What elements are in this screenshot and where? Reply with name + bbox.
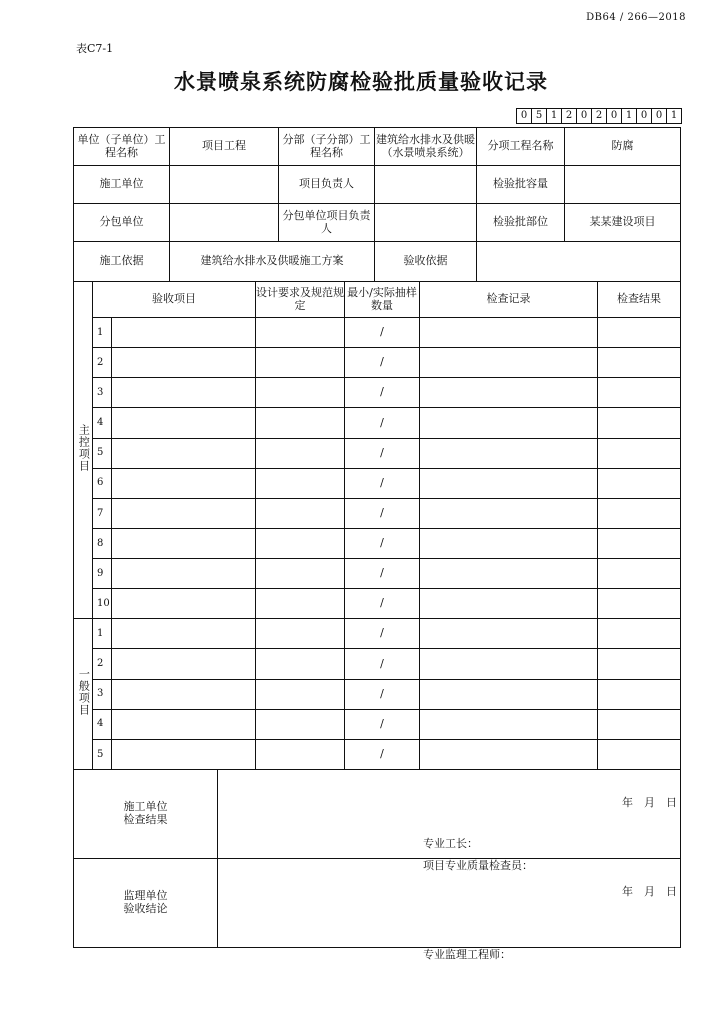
contractor-value[interactable] [170,166,279,204]
result-cell[interactable] [598,438,681,468]
item-cell[interactable] [112,559,256,589]
project-manager-value[interactable] [375,166,477,204]
unit-name-label: 单位（子单位）工程名称 [74,128,170,166]
table-row [74,739,681,769]
result-cell[interactable] [598,408,681,438]
design-cell[interactable] [256,378,345,408]
item-cell[interactable] [112,378,256,408]
construction-basis-label: 施工依据 [74,242,170,282]
record-cell[interactable] [420,709,598,739]
sample-cell[interactable]: / [345,739,420,769]
result-cell[interactable] [598,348,681,378]
design-cell[interactable] [256,348,345,378]
sample-cell[interactable]: / [345,528,420,558]
table-row [74,348,681,378]
sample-cell[interactable]: / [345,468,420,498]
sample-cell[interactable]: / [345,348,420,378]
design-cell[interactable] [256,468,345,498]
supervisor-label: 监理单位验收结论 [74,859,218,948]
result-cell[interactable] [598,559,681,589]
item-cell[interactable] [112,619,256,649]
item-cell[interactable] [112,498,256,528]
result-cell[interactable] [598,498,681,528]
result-cell[interactable] [598,468,681,498]
design-cell[interactable] [256,408,345,438]
batch-capacity-value[interactable] [565,166,681,204]
date-label-2: 年 月 日 [622,885,677,899]
col-header-sample: 最小/实际抽样数量 [345,282,420,318]
foreman-label: 专业工长： [423,837,478,850]
design-cell[interactable] [256,498,345,528]
code-digit-box: 0 [606,108,622,124]
code-digit-box: 1 [621,108,637,124]
row-number: 4 [93,408,112,438]
row-number: 6 [93,468,112,498]
item-cell[interactable] [112,318,256,348]
sample-cell[interactable]: / [345,559,420,589]
design-cell[interactable] [256,318,345,348]
supervisor-engineer-label: 专业监理工程师： [423,948,511,961]
table-row [74,438,681,468]
contractor-check-area[interactable] [218,770,681,872]
contractor-label: 施工单位 [74,166,170,204]
unit-name-value[interactable]: 项目工程 [170,128,279,166]
design-cell[interactable] [256,679,345,709]
record-cell[interactable] [420,589,598,619]
signoff-table [73,769,681,961]
result-cell[interactable] [598,318,681,348]
row-number: 3 [93,378,112,408]
row-number: 2 [93,649,112,679]
record-cell[interactable] [420,649,598,679]
record-cell[interactable] [420,318,598,348]
batch-part-label: 检验批部位 [477,204,565,242]
design-cell[interactable] [256,649,345,679]
design-cell[interactable] [256,438,345,468]
item-cell[interactable] [112,348,256,378]
sample-cell[interactable]: / [345,438,420,468]
table-row [74,528,681,558]
record-cell[interactable] [420,739,598,769]
design-cell[interactable] [256,559,345,589]
record-cell[interactable] [420,408,598,438]
sub-pm-value[interactable] [375,204,477,242]
item-cell[interactable] [112,438,256,468]
record-cell[interactable] [420,679,598,709]
result-cell[interactable] [598,619,681,649]
code-digit-box: 1 [666,108,682,124]
item-cell[interactable] [112,408,256,438]
table-row [74,589,681,619]
row-number: 4 [93,709,112,739]
result-cell[interactable] [598,709,681,739]
table-row [74,709,681,739]
contractor-check-label: 施工单位检查结果 [74,770,218,859]
sub-pm-label: 分包单位项目负责人 [279,204,375,242]
col-header-item: 验收项目 [93,282,256,318]
table-row [74,498,681,528]
result-cell[interactable] [598,589,681,619]
code-digit-box: 5 [531,108,547,124]
sample-cell[interactable]: / [345,619,420,649]
row-number: 9 [93,559,112,589]
record-cell[interactable] [420,378,598,408]
record-cell[interactable] [420,528,598,558]
record-cell[interactable] [420,559,598,589]
result-cell[interactable] [598,739,681,769]
item-cell[interactable] [112,528,256,558]
result-cell[interactable] [598,378,681,408]
code-digit-box: 0 [516,108,532,124]
sample-cell[interactable]: / [345,408,420,438]
code-digit-box: 0 [651,108,667,124]
qc-inspector-label: 项目专业质量检查员： [423,859,533,872]
record-cell[interactable] [420,619,598,649]
result-cell[interactable] [598,528,681,558]
sample-cell[interactable]: / [345,378,420,408]
item-cell[interactable] [112,468,256,498]
subcontractor-label: 分包单位 [74,204,170,242]
construction-basis-value[interactable]: 建筑给水排水及供暖施工方案 [170,242,375,282]
item-cell[interactable] [112,709,256,739]
subitem-name-label: 分项工程名称 [477,128,565,166]
design-cell[interactable] [256,528,345,558]
row-number: 2 [93,348,112,378]
batch-code [517,108,682,124]
code-digit-box: 0 [636,108,652,124]
col-header-result: 检查结果 [598,282,681,318]
page-title: 水景喷泉系统防腐检验批质量验收记录 [174,70,548,94]
record-cell[interactable] [420,348,598,378]
acceptance-basis-label: 验收依据 [375,242,477,282]
date-label: 年 月 日 [622,796,677,810]
table-row [74,619,681,649]
col-header-record: 检查记录 [420,282,598,318]
result-cell[interactable] [598,649,681,679]
sample-cell[interactable]: / [345,589,420,619]
table-row [74,649,681,679]
table-row [74,318,681,348]
project-manager-label: 项目负责人 [279,166,375,204]
inspection-items-table [73,281,681,770]
table-row [74,378,681,408]
code-digit-box: 1 [546,108,562,124]
table-row [74,468,681,498]
division-name-value[interactable]: 建筑给水排水及供暖（水景喷泉系统） [375,128,477,166]
row-number: 5 [93,739,112,769]
design-cell[interactable] [256,619,345,649]
info-table [73,127,681,282]
item-cell[interactable] [112,679,256,709]
item-cell[interactable] [112,589,256,619]
item-cell[interactable] [112,649,256,679]
sample-cell[interactable]: / [345,679,420,709]
sample-cell[interactable]: / [345,709,420,739]
sample-cell[interactable]: / [345,318,420,348]
row-number: 10 [93,589,112,619]
design-cell[interactable] [256,709,345,739]
batch-part-value[interactable]: 某某建设项目 [565,204,681,242]
design-cell[interactable] [256,589,345,619]
table-row [74,408,681,438]
result-cell[interactable] [598,679,681,709]
row-number: 1 [93,318,112,348]
standard-number: DB64 / 266—2018 [586,12,686,23]
col-header-design: 设计要求及规范规定 [256,282,345,318]
code-digit-box: 2 [561,108,577,124]
code-digit-box: 2 [591,108,607,124]
general-items-label: 一般项目 [74,619,93,770]
table-row [74,559,681,589]
sample-cell[interactable]: / [345,649,420,679]
subitem-name-value[interactable]: 防腐 [565,128,681,166]
row-number: 8 [93,528,112,558]
code-digit-box: 0 [576,108,592,124]
batch-capacity-label: 检验批容量 [477,166,565,204]
table-row [74,679,681,709]
item-cell[interactable] [112,739,256,769]
form-number: 表C7-1 [76,42,114,55]
division-name-label: 分部（子分部）工程名称 [279,128,375,166]
record-cell[interactable] [420,468,598,498]
acceptance-basis-value[interactable] [477,242,681,282]
row-number: 3 [93,679,112,709]
record-cell[interactable] [420,438,598,468]
sample-cell[interactable]: / [345,498,420,528]
design-cell[interactable] [256,739,345,769]
record-cell[interactable] [420,498,598,528]
subcontractor-value[interactable] [170,204,279,242]
row-number: 7 [93,498,112,528]
main-control-label: 主控项目 [74,282,93,619]
row-number: 5 [93,438,112,468]
row-number: 1 [93,619,112,649]
